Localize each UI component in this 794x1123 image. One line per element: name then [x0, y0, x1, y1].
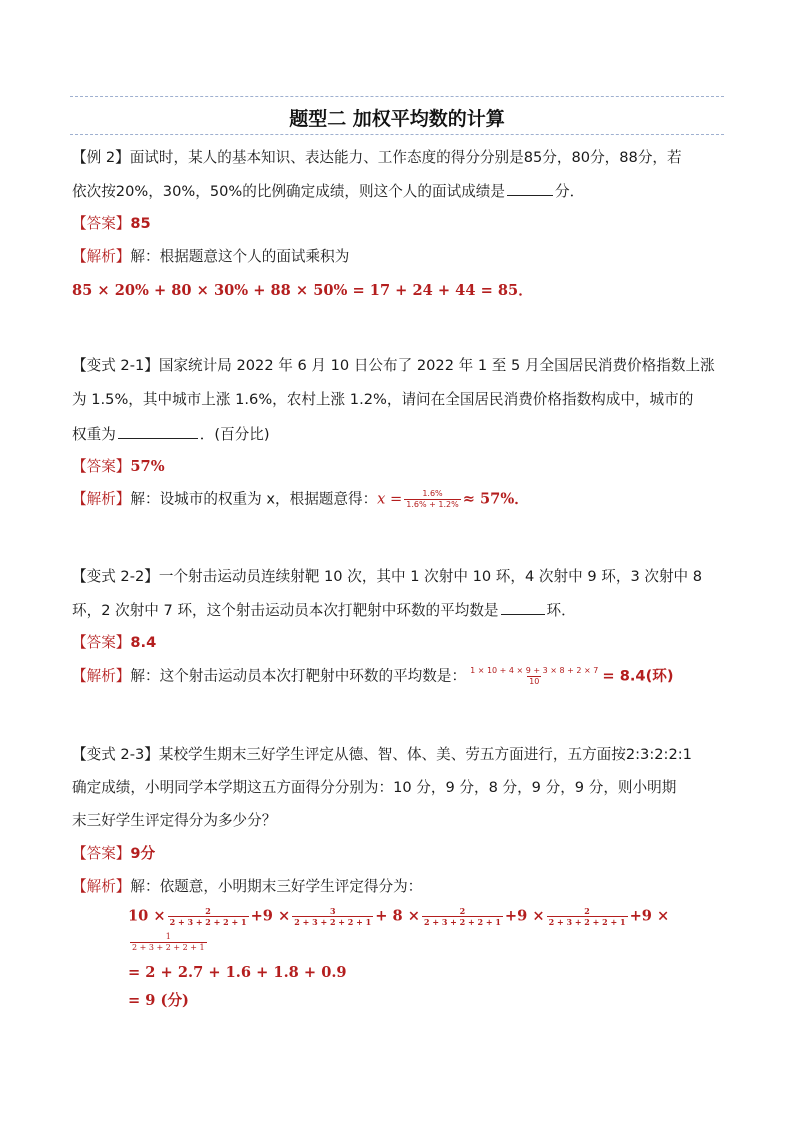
v22-question-text: 环，2 次射中 7 环，这个射击运动员本次打靶射中环数的平均数是: [72, 602, 499, 619]
weight-fraction: [404, 489, 460, 510]
answer-label: 【答案】: [72, 845, 131, 862]
answer-value: 8.4: [130, 634, 157, 651]
weight-fraction: [292, 906, 373, 927]
weight-fraction: [168, 906, 249, 927]
v21-question-text: 权重为: [72, 426, 116, 443]
ex2-explanation: [72, 247, 349, 267]
v23-explanation: [72, 877, 422, 897]
fraction-numerator: 3: [329, 906, 336, 916]
v21-question-line2: 为 1.5%，其中城市上涨 1.6%，农村上涨 1.2%，请问在全国居民消费价格指数构成中，城市的: [72, 391, 694, 408]
explanation-label: 【解析】: [72, 667, 131, 685]
v23-question-line2: 确定成绩，小明同学本学期这五方面得分分别为：10 分，9 分，8 分，9 分，9 分，则小明期: [72, 779, 677, 796]
v23-weighted-sum: [128, 906, 669, 927]
top-dashed-rule: [70, 96, 724, 97]
v23-question-line3: 末三好学生评定得分为多少分？: [72, 812, 277, 829]
fraction-numerator: 1 × 10 + 4 × 9 + 3 × 8 + 2 × 7: [470, 666, 599, 675]
weight-fraction: [547, 906, 628, 927]
explanation-result: = 8.4(环): [602, 667, 674, 685]
section-heading: 题型二 加权平均数的计算: [289, 108, 505, 130]
explanation-result: ≈ 57%．: [462, 490, 529, 508]
v23-last-fraction: [128, 932, 209, 953]
ex2-formula: 85 × 20% + 80 × 30% + 88 × 50% = 17 + 24 + 44 = 85．: [72, 282, 533, 299]
v22-question-line2: [72, 600, 576, 621]
ex2-question-line1: 【例 2】面试时，某人的基本知识、表达能力、工作态度的得分分别是85分，80分，88分，若: [72, 149, 682, 166]
term-coefficient: +9 ×: [629, 907, 670, 925]
explanation-label: 【解析】: [72, 490, 131, 508]
answer-label: 【答案】: [72, 215, 131, 232]
ex2-question-tail: 分．: [554, 183, 585, 200]
fraction-denominator: 2 + 3 + 2 + 2 + 1: [294, 917, 372, 927]
answer-blank: [501, 600, 545, 615]
answer-label: 【答案】: [72, 634, 131, 651]
v23-question-line1: 【变式 2-3】某校学生期末三好学生评定从德、智、体、美、劳五方面进行，五方面按2:3:2:2:1: [72, 746, 692, 763]
answer-blank: [118, 424, 198, 439]
answer-value: 57%: [130, 458, 165, 475]
term-coefficient: 10 ×: [128, 907, 166, 925]
v22-question-line1: 【变式 2-2】一个射击运动员连续射靶 10 次，其中 1 次射中 10 环，4 次射中 9 环，3 次射中 8: [72, 568, 703, 585]
fraction-numerator: 2: [459, 906, 466, 916]
weight-fraction: [422, 906, 503, 927]
v22-question-tail: 环．: [546, 602, 576, 619]
explanation-label: 【解析】: [72, 878, 131, 895]
term-coefficient: +9 ×: [250, 907, 291, 925]
v21-answer: [72, 457, 165, 477]
term-coefficient: +9 ×: [504, 907, 545, 925]
ex2-question-text: 依次按20%，30%，50%的比例确定成绩，则这个人的面试成绩是: [72, 183, 505, 200]
fraction-denominator: 2 + 3 + 2 + 2 + 1: [169, 917, 247, 927]
fraction-denominator: 2 + 3 + 2 + 2 + 1: [548, 917, 626, 927]
ex2-question-line2: [72, 181, 584, 202]
fraction-denominator: 2 + 3 + 2 + 2 + 1: [132, 943, 205, 952]
variable-x: x =: [377, 490, 403, 508]
fraction-numerator: 1: [165, 932, 171, 941]
bottom-dashed-rule: [70, 134, 724, 135]
explanation-text: 解：这个射击运动员本次打靶射中环数的平均数是：: [130, 667, 467, 685]
v23-step1: = 2 + 2.7 + 1.6 + 1.8 + 0.9: [128, 964, 347, 981]
fraction-denominator: 1.6% + 1.2%: [406, 500, 459, 509]
v22-answer: [72, 633, 156, 653]
v23-step2: = 9 (分): [128, 992, 189, 1009]
answer-value: 85: [130, 215, 151, 232]
weight-fraction: [130, 932, 207, 953]
explanation-text: 解：根据题意这个人的面试乘积为: [130, 248, 350, 265]
v21-question-line3: [72, 424, 270, 445]
explanation-text: 解：依题意，小明期末三好学生评定得分为：: [130, 878, 423, 895]
explanation-label: 【解析】: [72, 248, 131, 265]
v23-answer: [72, 844, 155, 864]
explanation-text: 解：设城市的权重为 x，根据题意得：: [130, 490, 378, 508]
v21-question-line1: 【变式 2-1】国家统计局 2022 年 6 月 10 日公布了 2022 年 1 至 5 月全国居民消费价格指数上涨: [72, 357, 715, 374]
fraction-denominator: 10: [529, 677, 540, 686]
v22-explanation: [72, 666, 674, 687]
fraction-numerator: 1.6%: [422, 489, 443, 498]
answer-blank: [507, 181, 553, 196]
answer-value: 9分: [130, 845, 156, 862]
term-coefficient: + 8 ×: [375, 907, 420, 925]
mean-fraction: [468, 666, 600, 687]
v21-question-tail: ．(百分比): [199, 426, 270, 443]
fraction-numerator: 2: [205, 906, 211, 916]
v21-explanation: [72, 489, 529, 510]
answer-label: 【答案】: [72, 458, 131, 475]
ex2-answer: [72, 214, 151, 234]
fraction-numerator: 2: [584, 906, 590, 916]
fraction-denominator: 2 + 3 + 2 + 2 + 1: [423, 917, 501, 927]
